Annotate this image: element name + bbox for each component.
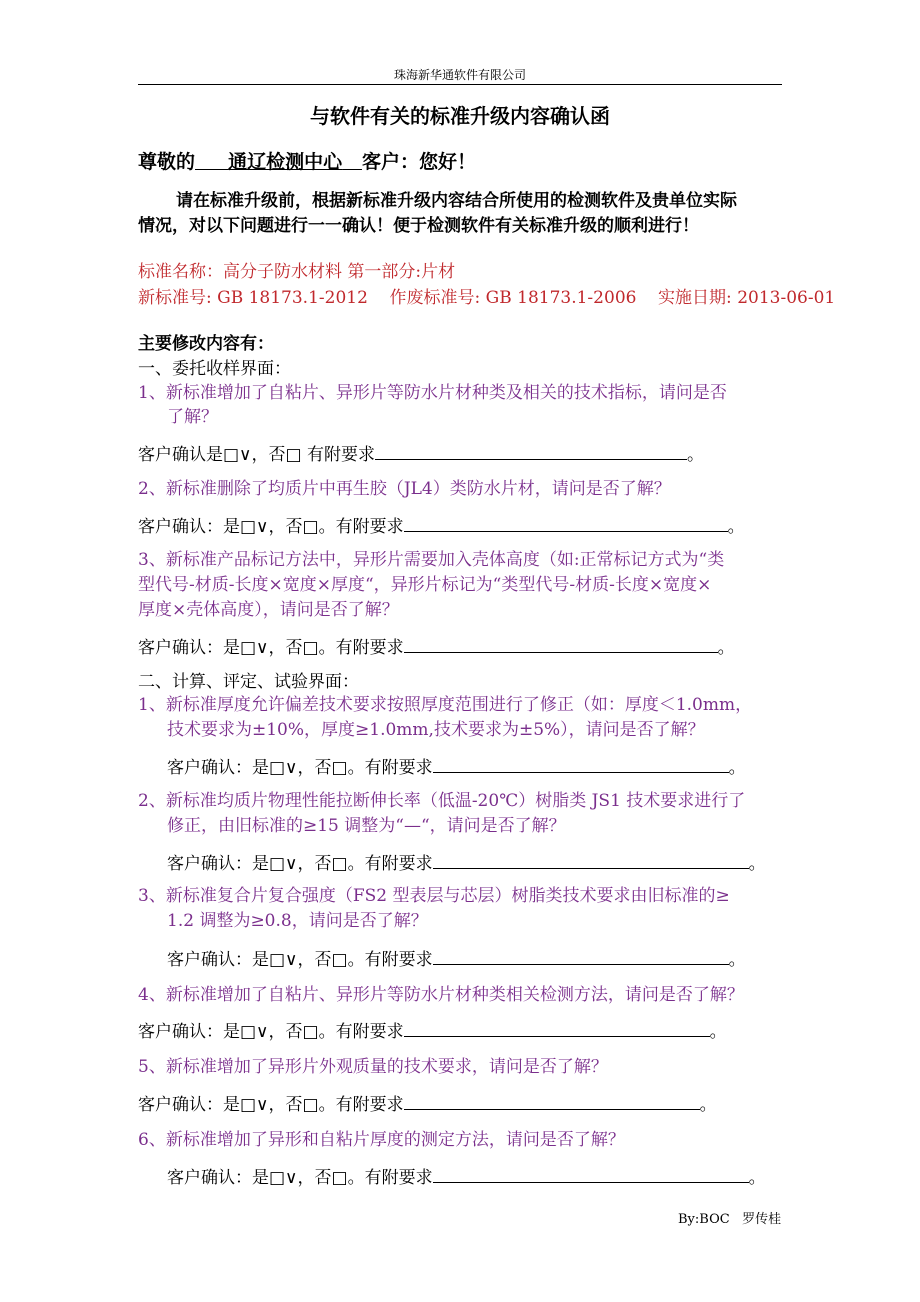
s2-q6-requirement-field[interactable] — [433, 1167, 749, 1183]
standard-codes: 新标准号: GB 18173.1-2012 作废标准号: GB 18173.1-2006 实施日期: 2013-06-01 — [138, 288, 836, 308]
header-divider — [138, 84, 782, 85]
s2-q5-requirement-field[interactable] — [404, 1094, 700, 1110]
footer-author: By:BOC 罗传桂 — [678, 1212, 782, 1227]
s2-q1-line2: 技术要求为±10%，厚度≥1.0mm,技术要求为±5%），请问是否了解？ — [167, 720, 705, 740]
s1-q1-confirm: 客户确认是□∨，否□ 有附要求 。 — [138, 445, 704, 465]
s1-q3-line2: 型代号-材质-长度×宽度×厚度“，异形片标记为“类型代号-材质-长度×宽度× — [138, 575, 712, 595]
greeting-prefix: 尊敬的 — [138, 151, 196, 173]
greeting-suffix: 客户：您好！ — [361, 151, 476, 173]
section1-heading: 一、委托收样界面： — [138, 359, 291, 379]
s1-q3-line3: 厚度×壳体高度），请问是否了解？ — [138, 600, 399, 620]
page-header-company: 珠海新华通软件有限公司 — [393, 68, 526, 82]
s2-q2-confirm: 客户确认：是□∨，否□。有附要求 。 — [167, 854, 766, 874]
s2-q5-confirm: 客户确认：是□∨，否□。有附要求 。 — [138, 1095, 717, 1115]
s2-q3-requirement-field[interactable] — [433, 949, 729, 965]
s2-q3-line1: 3、新标准复合片复合强度（FS2 型表层与芯层）树脂类技术要求由旧标准的≥ — [138, 886, 730, 906]
s2-q1-confirm: 客户确认：是□∨，否□。有附要求 。 — [167, 758, 746, 778]
s2-q2-line1: 2、新标准均质片物理性能拉断伸长率（低温-20℃）树脂类 JS1 技术要求进行了 — [138, 791, 746, 811]
greeting — [138, 147, 476, 174]
s1-q3-line1: 3、新标准产品标记方法中，异形片需要加入壳体高度（如:正常标记方式为“类 — [138, 550, 725, 570]
s2-q3-confirm: 客户确认：是□∨，否□。有附要求 。 — [167, 950, 746, 970]
section2-heading: 二、计算、评定、试验界面： — [138, 672, 359, 692]
s1-q1-requirement-field[interactable] — [375, 444, 687, 460]
s1-q1-line1: 1、新标准增加了自粘片、异形片等防水片材种类及相关的技术指标，请问是否 — [138, 383, 727, 403]
main-title: 主要修改内容有： — [138, 334, 274, 354]
s1-q2-line1: 2、新标准删除了均质片中再生胶（JL4）类防水片材，请问是否了解？ — [138, 479, 671, 499]
greeting-customer: 通辽检测中心 — [228, 151, 343, 173]
s2-q5-line1: 5、新标准增加了异形片外观质量的技术要求，请问是否了解？ — [138, 1057, 608, 1077]
s2-q4-line1: 4、新标准增加了自粘片、异形片等防水片材种类相关检测方法，请问是否了解？ — [138, 985, 744, 1005]
s2-q3-line2: 1.2 调整为≥0.8，请问是否了解？ — [167, 911, 428, 931]
s2-q6-confirm: 客户确认：是□∨，否□。有附要求 。 — [167, 1168, 766, 1188]
s1-q2-confirm: 客户确认：是□∨，否□。有附要求 。 — [138, 517, 745, 537]
s2-q6-line1: 6、新标准增加了异形和自粘片厚度的测定方法，请问是否了解？ — [138, 1130, 625, 1150]
s2-q1-requirement-field[interactable] — [433, 757, 729, 773]
s2-q2-line2: 修正，由旧标准的≥15 调整为“—“，请问是否了解？ — [167, 816, 566, 836]
intro-line-1: 请在标准升级前，根据新标准升级内容结合所使用的检测软件及贵单位实际 — [176, 191, 737, 211]
s2-q2-requirement-field[interactable] — [433, 853, 749, 869]
standard-name: 标准名称：高分子防水材料 第一部分:片材 — [138, 262, 456, 282]
s1-q2-requirement-field[interactable] — [404, 516, 728, 532]
s1-q1-line2: 了解？ — [167, 407, 218, 427]
s1-q3-confirm: 客户确认：是□∨，否□。有附要求 。 — [138, 638, 735, 658]
document-title: 与软件有关的标准升级内容确认函 — [310, 104, 610, 128]
s2-q4-confirm: 客户确认：是□∨，否□。有附要求 。 — [138, 1022, 727, 1042]
s2-q4-requirement-field[interactable] — [404, 1021, 710, 1037]
intro-line-2: 情况，对以下问题进行一一确认！便于检测软件有关标准升级的顺利进行！ — [138, 216, 699, 236]
s2-q1-line1: 1、新标准厚度允许偏差技术要求按照厚度范围进行了修正（如：厚度＜1.0mm， — [138, 695, 753, 715]
s1-q3-requirement-field[interactable] — [404, 637, 718, 653]
